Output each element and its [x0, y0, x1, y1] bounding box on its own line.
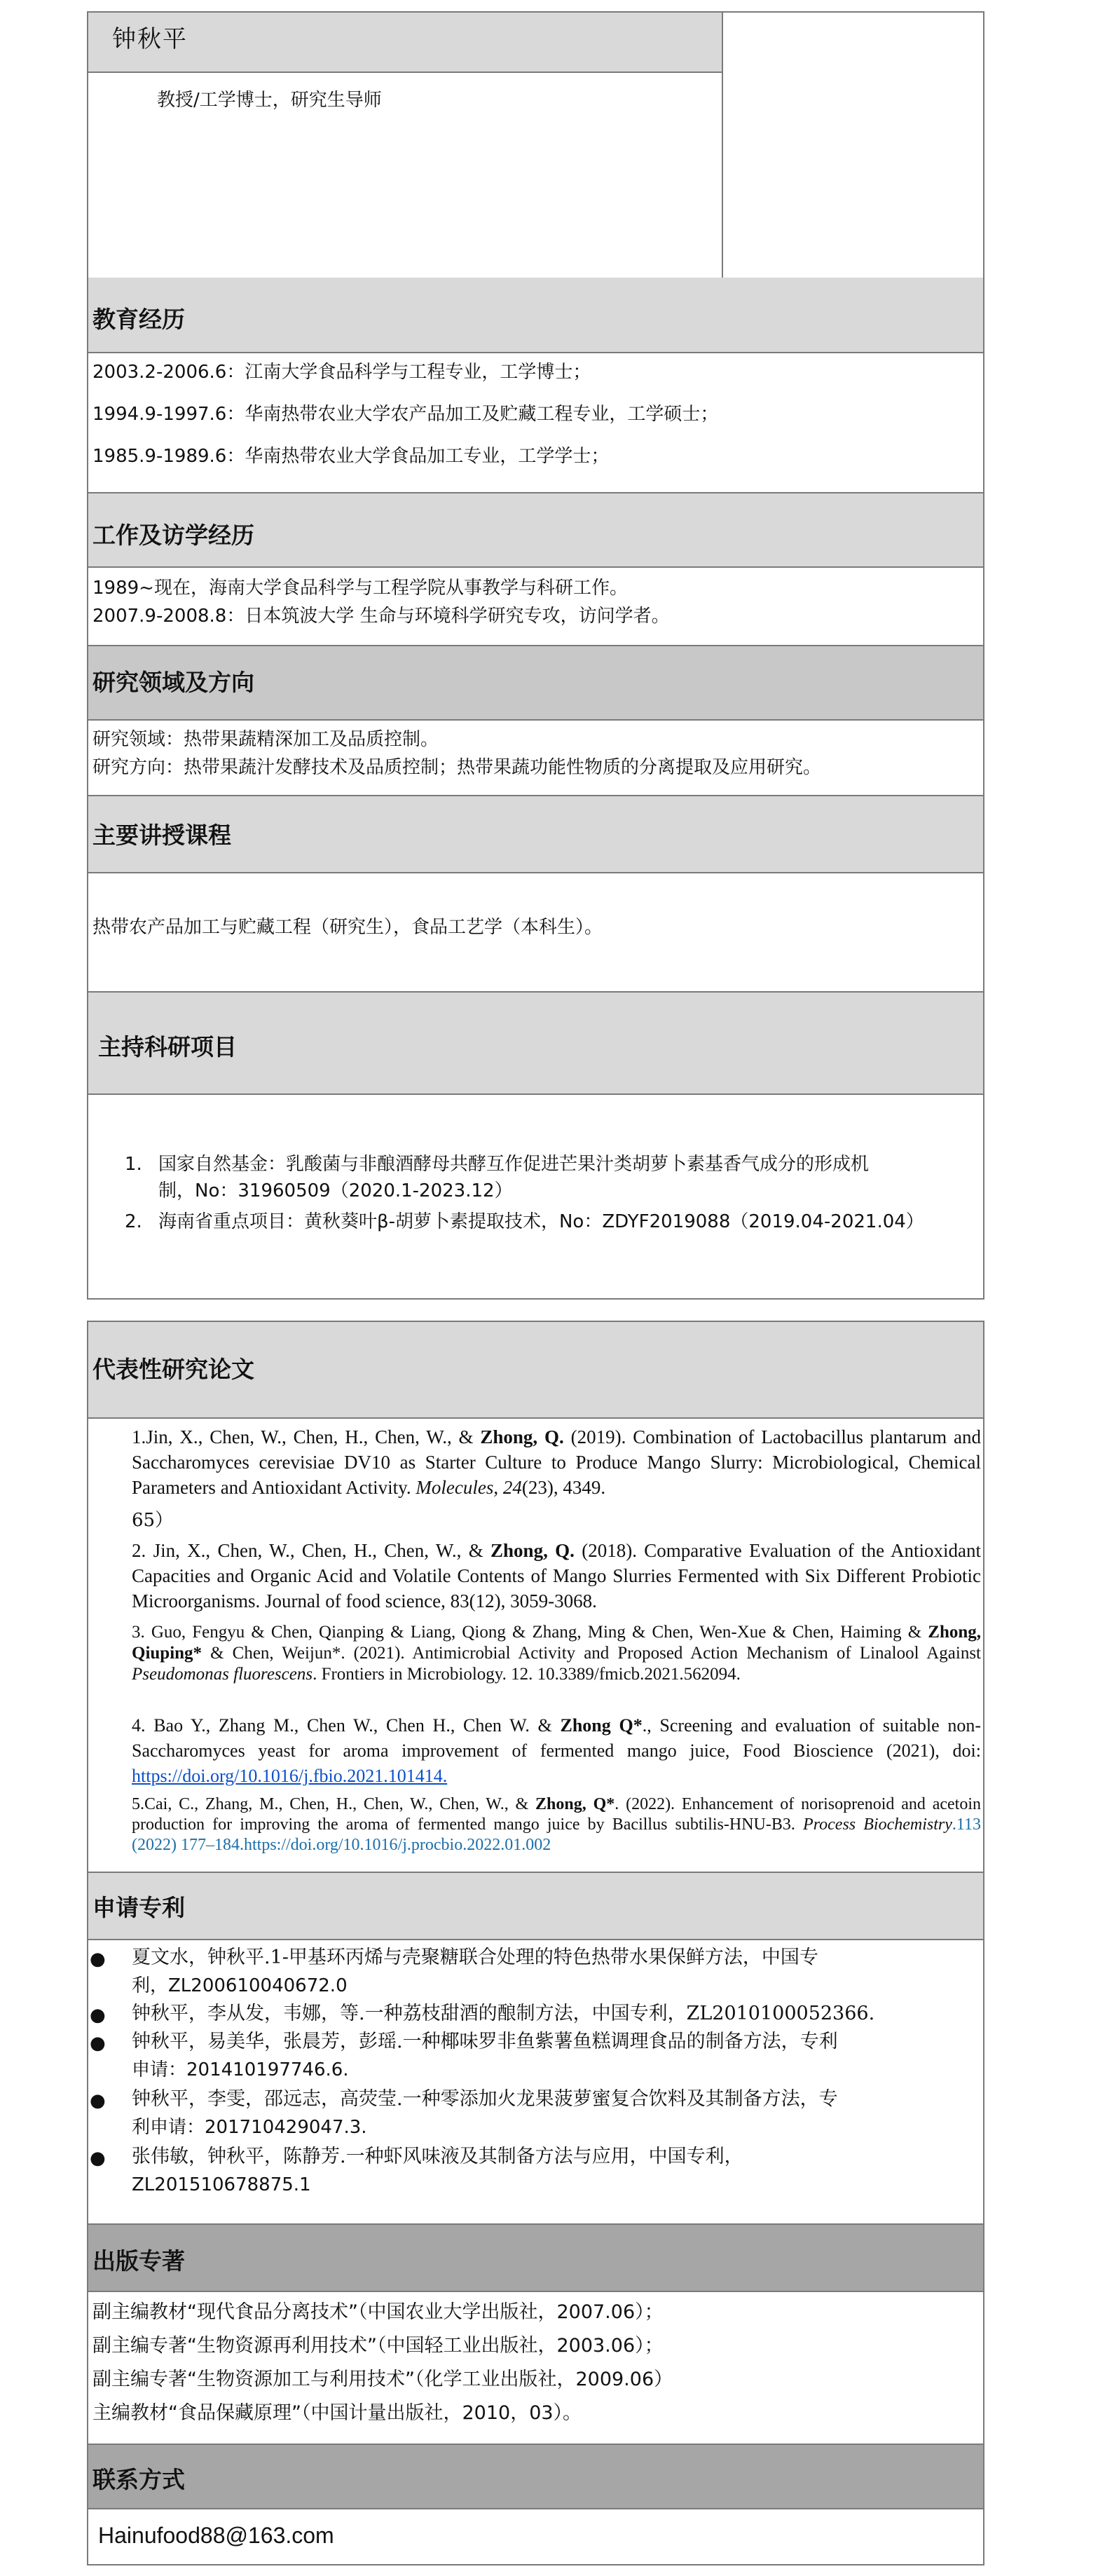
work-heading: 工作及访学经历 — [92, 522, 254, 549]
project-num-2: 2. — [125, 1211, 142, 1232]
project-item-2: 海南省重点项目：黄秋葵叶β-胡萝卜素提取技术，No：ZDYF2019088（2019.04-2021.04） — [158, 1211, 924, 1232]
books-heading: 出版专著 — [92, 2247, 185, 2275]
papers-heading: 代表性研究论文 — [92, 1356, 254, 1383]
paper-1: 1.Jin, X., Chen, W., Chen, H., Chen, W., & Zhong, Q. (2019). Combination of Lactobacillus plantarum and Saccharomyces cerevisiae DV10 as Starter Culture to Produce Mango Slurry: Microbiological, Chemical Parameters and Antioxidant Activity. Molecules, 24(23), 4349. — [132, 1426, 981, 1498]
book-item-3: 副主编专著“生物资源加工与利用技术”（化学工业出版社，2009.06） — [92, 2369, 673, 2390]
paper-4: 4. Bao Y., Zhang M., Chen W., Chen H., Chen W. & Zhong Q*., Screening and evaluation of suitable non-Saccharomyces yeast for aroma improvement of fermented mango juice, Food Bioscience (2021), doi: https://doi.org/10.1016/j.fbio.2021.101414. — [132, 1715, 981, 1786]
work-item-1: 1989~现在，海南大学食品科学与工程学院从事教学与科研工作。 — [92, 578, 628, 599]
bullet-icon: ● — [90, 2148, 106, 2169]
project-num-1: 1. — [125, 1154, 142, 1175]
patent-item-5-cont: ZL201510678875.1 — [132, 2174, 311, 2195]
profile-name: 钟秋平 — [112, 25, 188, 53]
education-item-3: 1985.9-1989.6：华南热带农业大学食品加工专业，工学学士； — [92, 446, 610, 467]
books-header — [88, 2223, 983, 2291]
patents-header — [88, 1872, 983, 1939]
patent-item-2: 钟秋平，李从发，韦娜，等.一种荔枝甜酒的酿制方法，中国专利，ZL2010100052366. — [132, 2003, 875, 2024]
book-item-4: 主编教材“食品保藏原理”（中国计量出版社，2010，03）。 — [92, 2402, 582, 2424]
bullet-icon: ● — [90, 1949, 106, 1970]
profile-title: 教授/工学博士，研究生导师 — [157, 90, 382, 111]
projects-heading: 主持科研项目 — [98, 1033, 237, 1061]
paper-1-extra: 65） — [132, 1510, 174, 1531]
photo-area — [723, 13, 983, 278]
education-item-1: 2003.2-2006.6：江南大学食品科学与工程专业，工学博士； — [92, 362, 591, 383]
patent-item-3: 钟秋平，易美华，张晨芳，彭瑶.一种椰味罗非鱼紫薯鱼糕调理食品的制备方法，专利 — [132, 2031, 838, 2052]
courses-heading: 主要讲授课程 — [92, 822, 231, 849]
paper-2: 2. Jin, X., Chen, W., Chen, H., Chen, W., & Zhong, Q. (2018). Comparative Evaluation of the Antioxidant Capacities and Organic Acid and Volatile Contents of Mango Slurries Fermented with Six Different Probiotic Microorganisms. Journal of food science, 83(12), 3059-3068. — [132, 1540, 981, 1611]
bullet-icon: ● — [90, 2090, 106, 2111]
paper-3: 3. Guo, Fengyu & Chen, Qianping & Liang, Qiong & Zhang, Ming & Chen, Wen-Xue & Chen, Haiming & Zhong, Qiuping* & Chen, Weijun*. (2021). Antimicrobial Activity and Proposed Action Mechanism of Linalool Against Pseudomonas fluorescens. Frontiers in Microbiology. 12. 10.3389/fmicb.2021.562094. — [132, 1623, 981, 1684]
courses-text: 热带农产品加工与贮藏工程（研究生），食品工艺学（本科生）。 — [92, 917, 603, 938]
book-item-2: 副主编专著“生物资源再利用技术”（中国轻工业出版社，2003.06）； — [92, 2335, 664, 2357]
contact-heading: 联系方式 — [92, 2466, 185, 2493]
patent-item-4: 钟秋平，李雯，邵远志，高荧莹.一种零添加火龙果菠萝蜜复合饮料及其制备方法，专 — [132, 2088, 838, 2110]
patent-item-5: 张伟敏，钟秋平，陈静芳.一种虾风味液及其制备方法与应用，中国专利， — [132, 2146, 743, 2167]
book-item-1: 副主编教材“现代食品分离技术”（中国农业大学出版社，2007.06）； — [92, 2301, 664, 2323]
research-heading: 研究领域及方向 — [92, 669, 254, 696]
bullet-icon: ● — [90, 2033, 106, 2054]
education-heading: 教育经历 — [92, 306, 185, 333]
bullet-icon: ● — [90, 2005, 106, 2026]
patents-heading: 申请专利 — [92, 1894, 185, 1921]
education-header — [88, 278, 983, 352]
paper-4-doi-link[interactable]: https://doi.org/10.1016/j.fbio.2021.101414. — [132, 1766, 448, 1786]
patent-item-1-cont: 利，ZL200610040672.0 — [132, 1975, 348, 1996]
research-item-2: 研究方向：热带果蔬汁发酵技术及品质控制；热带果蔬功能性物质的分离提取及应用研究。 — [92, 757, 822, 778]
patent-item-3-cont: 申请：201410197746.6. — [132, 2059, 349, 2080]
project-item-1: 国家自然基金：乳酸菌与非酿酒酵母共酵互作促进芒果汁类胡萝卜素基香气成分的形成机 — [158, 1154, 870, 1175]
project-item-1-cont: 制，No：31960509（2020.1-2023.12） — [158, 1180, 513, 1201]
work-item-2: 2007.9-2008.8：日本筑波大学 生命与环境科学研究专攻，访问学者。 — [92, 606, 670, 627]
contact-header — [88, 2444, 983, 2508]
education-item-2: 1994.9-1997.6：华南热带农业大学农产品加工及贮藏工程专业，工学硕士； — [92, 404, 719, 425]
contact-email[interactable]: Hainufood88@163.com — [98, 2523, 334, 2548]
research-item-1: 研究领域：热带果蔬精深加工及品质控制。 — [92, 729, 439, 750]
patent-item-1: 夏文水，钟秋平.1-甲基环丙烯与壳聚糖联合处理的特色热带水果保鲜方法，中国专 — [132, 1947, 818, 1968]
patent-item-4-cont: 利申请：201710429047.3. — [132, 2117, 367, 2138]
paper-5: 5.Cai, C., Zhang, M., Chen, H., Chen, W., Chen, W., & Zhong, Q*. (2022). Enhancement of norisoprenoid and acetoin production for improving the aroma of fermented mango juice by Bacillus subtilis-HNU-B3. Process Biochemistry.113 (2022) 177–184.https://doi.org/10.1016/j.procbio.2022.01.002 — [132, 1795, 982, 1854]
